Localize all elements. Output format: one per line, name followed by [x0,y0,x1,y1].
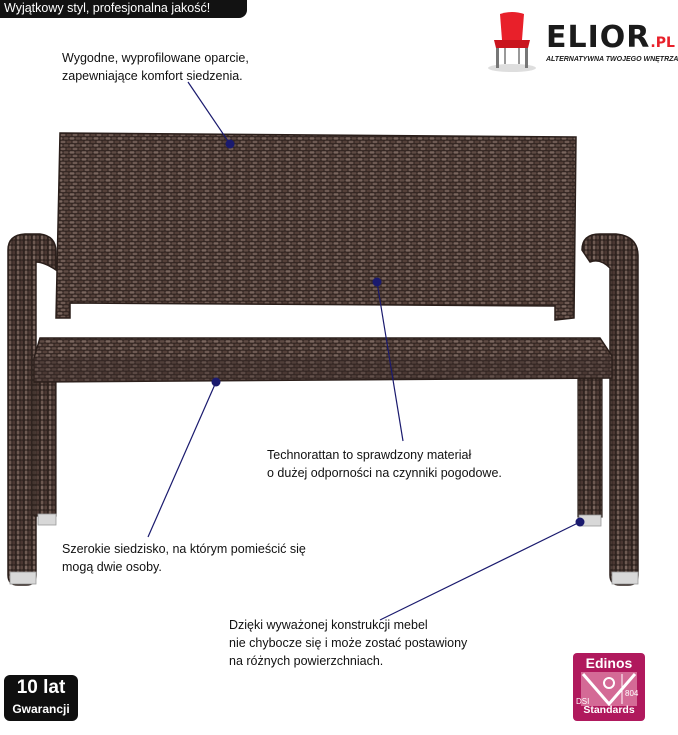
top-banner-text: Wyjątkowy styl, profesjonalna jakość! [4,1,211,15]
leader-line-material [377,282,403,441]
warranty-label: Gwarancji [12,702,70,716]
callout-material-line2: o dużej odporności na czynniki pogodowe. [267,466,502,480]
callout-stability [229,616,467,670]
certificate-subtitle: Standards [583,704,635,716]
edinos-certificate [573,653,645,721]
callout-stability-line1: Dzięki wyważonej konstrukcji mebel [229,618,428,632]
leader-line-seat [148,382,216,537]
callout-seat-line1: Szerokie siedzisko, na którym pomieścić się [62,542,306,556]
callout-seat [62,540,306,576]
callout-backrest-line2: zapewniające komfort siedzenia. [62,69,243,83]
callout-backrest [62,49,249,85]
certificate-number: 804 [625,689,639,698]
logo-wordmark: ELIOR.PL [546,20,675,55]
callout-backrest-line1: Wygodne, wyprofilowane oparcie, [62,51,249,65]
leader-line-backrest [188,82,230,144]
certificate-dsi: DSI [576,697,590,706]
leader-line-stability [380,522,580,620]
callout-stability-line2: nie chybocze się i może zostać postawiony [229,636,468,650]
marker-dot-material [373,278,382,287]
logo-tagline: ALTERNATYWNA TWOJEGO WNĘTRZA [546,56,678,63]
marker-dot-stability [576,518,585,527]
callout-material [267,446,502,482]
callout-seat-line2: mogą dwie osoby. [62,560,162,574]
marker-dot-backrest [226,140,235,149]
warranty-badge [4,675,78,721]
certificate-title: Edinos [585,655,633,671]
callout-stability-line3: na różnych powierzchniach. [229,654,384,668]
marker-dot-seat [212,378,221,387]
callout-material-line1: Technorattan to sprawdzony materiał [267,448,472,462]
warranty-years: 10 lat [16,677,66,698]
